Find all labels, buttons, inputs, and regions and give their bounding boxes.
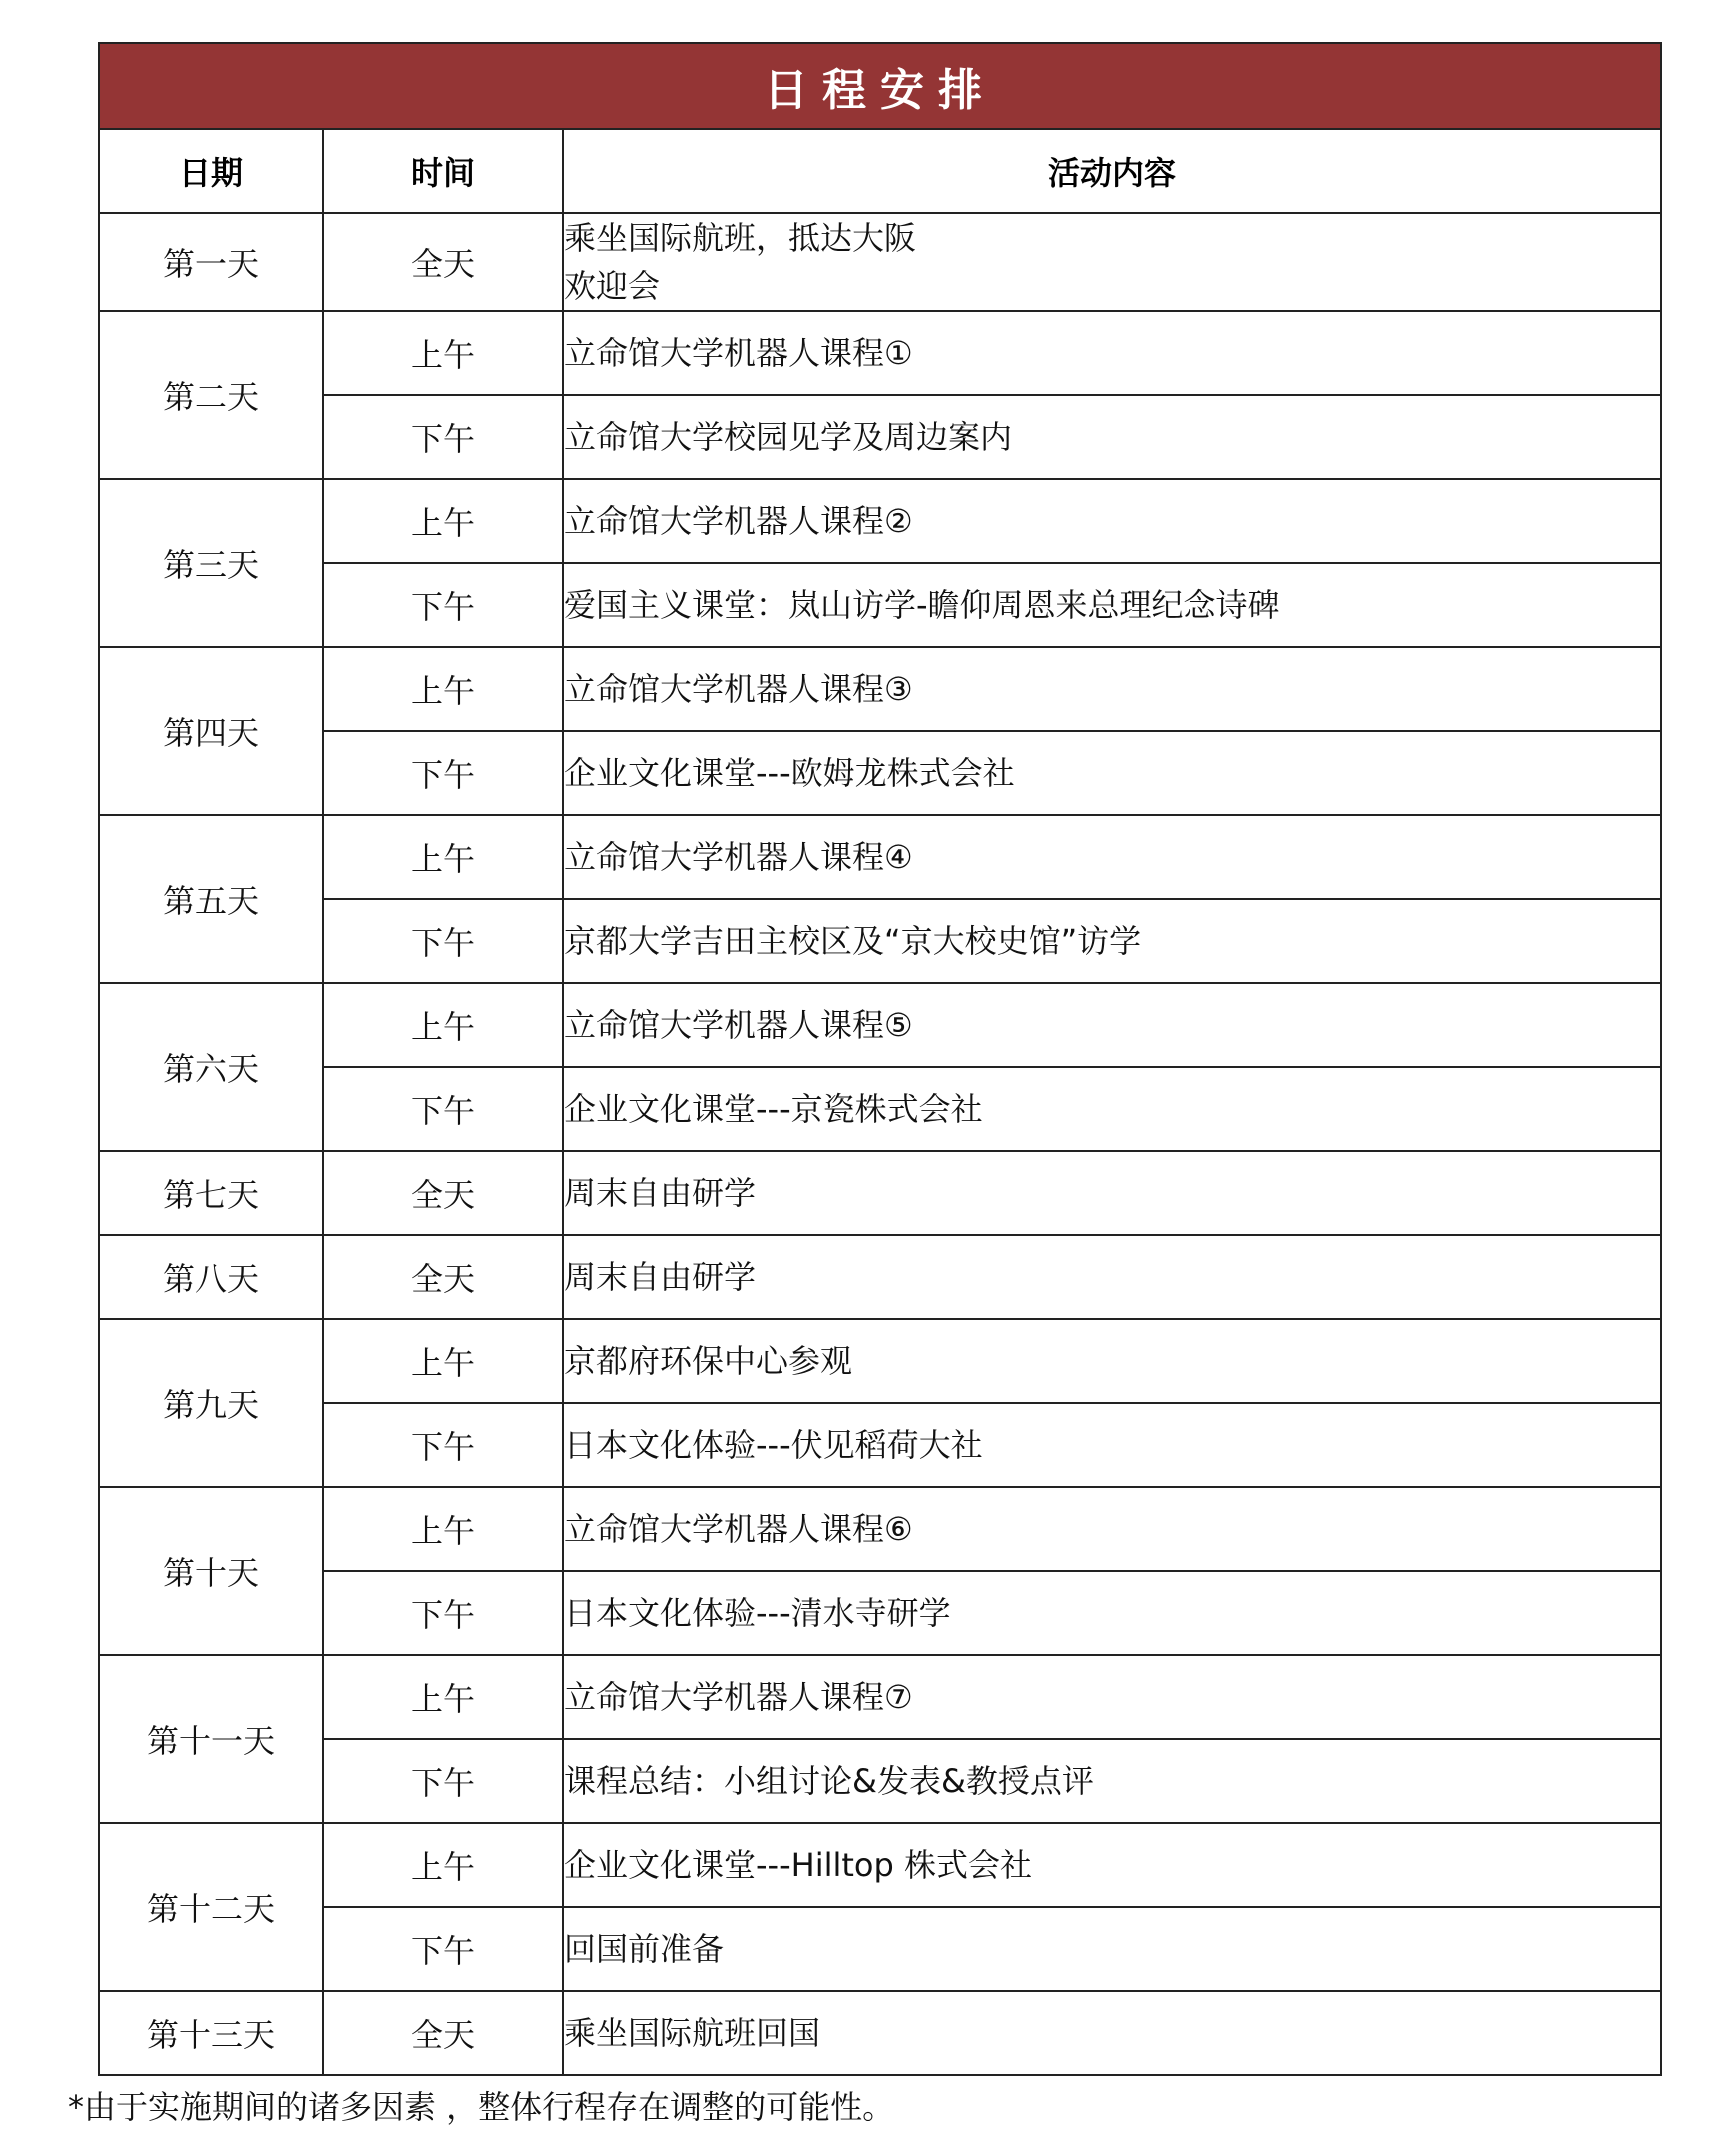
activity-cell: [563, 479, 1661, 563]
activity-cell: [563, 1319, 1661, 1403]
day-label: 第六天: [99, 983, 323, 1151]
time-slot: 上午: [323, 983, 563, 1067]
time-slot: 上午: [323, 647, 563, 731]
time-slot: 全天: [323, 213, 563, 311]
day-label: 第三天: [99, 479, 323, 647]
activity-cell: [563, 213, 1661, 311]
activity-line: 立命馆大学机器人课程⑥: [564, 1510, 913, 1548]
activity-line: 回国前准备: [564, 1930, 725, 1968]
activity-cell: [563, 1487, 1661, 1571]
time-slot: 下午: [323, 731, 563, 815]
activity-line: 日本文化体验---伏见稻荷大社: [564, 1426, 983, 1464]
activity-line: 周末自由研学: [564, 1258, 757, 1296]
day-label: 第五天: [99, 815, 323, 983]
time-slot: 下午: [323, 899, 563, 983]
activity-line: 立命馆大学机器人课程②: [564, 502, 913, 540]
day-label: 第二天: [99, 311, 323, 479]
schedule-row: [99, 311, 1661, 395]
activity-line: 企业文化课堂---欧姆龙株式会社: [564, 754, 1015, 792]
day-label: 第一天: [99, 213, 323, 311]
activity-line: 爱国主义课堂：岚山访学-瞻仰周恩来总理纪念诗碑: [564, 586, 1280, 624]
schedule-table: [98, 42, 1662, 2076]
time-slot: 上午: [323, 815, 563, 899]
time-slot: 上午: [323, 1319, 563, 1403]
time-slot: 下午: [323, 395, 563, 479]
schedule-row: [99, 1571, 1661, 1655]
activity-cell: [563, 1067, 1661, 1151]
time-slot: 下午: [323, 1067, 563, 1151]
activity-line: 乘坐国际航班回国: [564, 2014, 821, 2052]
schedule-row: [99, 731, 1661, 815]
activity-cell: [563, 899, 1661, 983]
time-slot: 上午: [323, 1487, 563, 1571]
time-slot: 全天: [323, 1151, 563, 1235]
day-label: 第四天: [99, 647, 323, 815]
activity-line: 企业文化课堂---Hilltop 株式会社: [564, 1846, 1032, 1884]
time-slot: 全天: [323, 1991, 563, 2075]
schedule-title: 日程安排: [99, 43, 1661, 129]
activity-line: 立命馆大学机器人课程①: [564, 334, 913, 372]
day-label: 第九天: [99, 1319, 323, 1487]
day-label: 第八天: [99, 1235, 323, 1319]
schedule-row: [99, 1235, 1661, 1319]
activity-cell: [563, 1991, 1661, 2075]
header-time: 时间: [323, 129, 563, 213]
activity-line: 立命馆大学机器人课程⑤: [564, 1006, 913, 1044]
schedule-row: [99, 1067, 1661, 1151]
schedule-row: [99, 1319, 1661, 1403]
activity-cell: [563, 311, 1661, 395]
schedule-sheet: [98, 42, 1660, 2076]
time-slot: 下午: [323, 1907, 563, 1991]
time-slot: 下午: [323, 1571, 563, 1655]
activity-line: 课程总结：小组讨论&发表&教授点评: [564, 1762, 1094, 1800]
title-row: [99, 43, 1661, 129]
activity-line: 立命馆大学校园见学及周边案内: [564, 418, 1013, 456]
activity-line: 欢迎会: [564, 267, 661, 305]
activity-cell: [563, 1403, 1661, 1487]
activity-line: 企业文化课堂---京瓷株式会社: [564, 1090, 983, 1128]
schedule-row: [99, 563, 1661, 647]
schedule-row: [99, 1151, 1661, 1235]
header-date: 日期: [99, 129, 323, 213]
activity-cell: [563, 1823, 1661, 1907]
schedule-row: [99, 1907, 1661, 1991]
activity-cell: [563, 1571, 1661, 1655]
activity-cell: [563, 815, 1661, 899]
activity-cell: [563, 1655, 1661, 1739]
day-label: 第十一天: [99, 1655, 323, 1823]
activity-line: 立命馆大学机器人课程④: [564, 838, 913, 876]
schedule-row: [99, 1823, 1661, 1907]
activity-cell: [563, 1907, 1661, 1991]
schedule-row: [99, 899, 1661, 983]
schedule-row: [99, 1655, 1661, 1739]
schedule-row: [99, 1739, 1661, 1823]
schedule-row: [99, 983, 1661, 1067]
activity-line: 京都府环保中心参观: [564, 1342, 853, 1380]
activity-line: 日本文化体验---清水寺研学: [564, 1594, 951, 1632]
schedule-row: [99, 479, 1661, 563]
header-content: 活动内容: [563, 129, 1661, 213]
time-slot: 上午: [323, 311, 563, 395]
day-label: 第十二天: [99, 1823, 323, 1991]
schedule-row: [99, 1487, 1661, 1571]
activity-line: 京都大学吉田主校区及“京大校史馆”访学: [564, 922, 1142, 960]
activity-cell: [563, 1235, 1661, 1319]
activity-cell: [563, 563, 1661, 647]
activity-line: 立命馆大学机器人课程③: [564, 670, 913, 708]
activity-cell: [563, 395, 1661, 479]
time-slot: 上午: [323, 1655, 563, 1739]
activity-cell: [563, 731, 1661, 815]
schedule-row: [99, 647, 1661, 731]
day-label: 第十天: [99, 1487, 323, 1655]
schedule-body: [99, 213, 1661, 2075]
header-row: [99, 129, 1661, 213]
activity-line: 立命馆大学机器人课程⑦: [564, 1678, 913, 1716]
schedule-row: [99, 213, 1661, 311]
time-slot: 下午: [323, 1739, 563, 1823]
activity-line: 周末自由研学: [564, 1174, 757, 1212]
schedule-row: [99, 1991, 1661, 2075]
activity-cell: [563, 983, 1661, 1067]
day-label: 第十三天: [99, 1991, 323, 2075]
activity-cell: [563, 1739, 1661, 1823]
activity-line: 乘坐国际航班，抵达大阪: [564, 219, 917, 257]
time-slot: 全天: [323, 1235, 563, 1319]
time-slot: 下午: [323, 563, 563, 647]
time-slot: 下午: [323, 1403, 563, 1487]
activity-cell: [563, 647, 1661, 731]
time-slot: 上午: [323, 479, 563, 563]
schedule-row: [99, 815, 1661, 899]
activity-cell: [563, 1151, 1661, 1235]
footnote: *由于实施期间的诸多因素 ，整体行程存在调整的可能性。: [68, 2088, 895, 2126]
day-label: 第七天: [99, 1151, 323, 1235]
schedule-row: [99, 1403, 1661, 1487]
time-slot: 上午: [323, 1823, 563, 1907]
schedule-row: [99, 395, 1661, 479]
